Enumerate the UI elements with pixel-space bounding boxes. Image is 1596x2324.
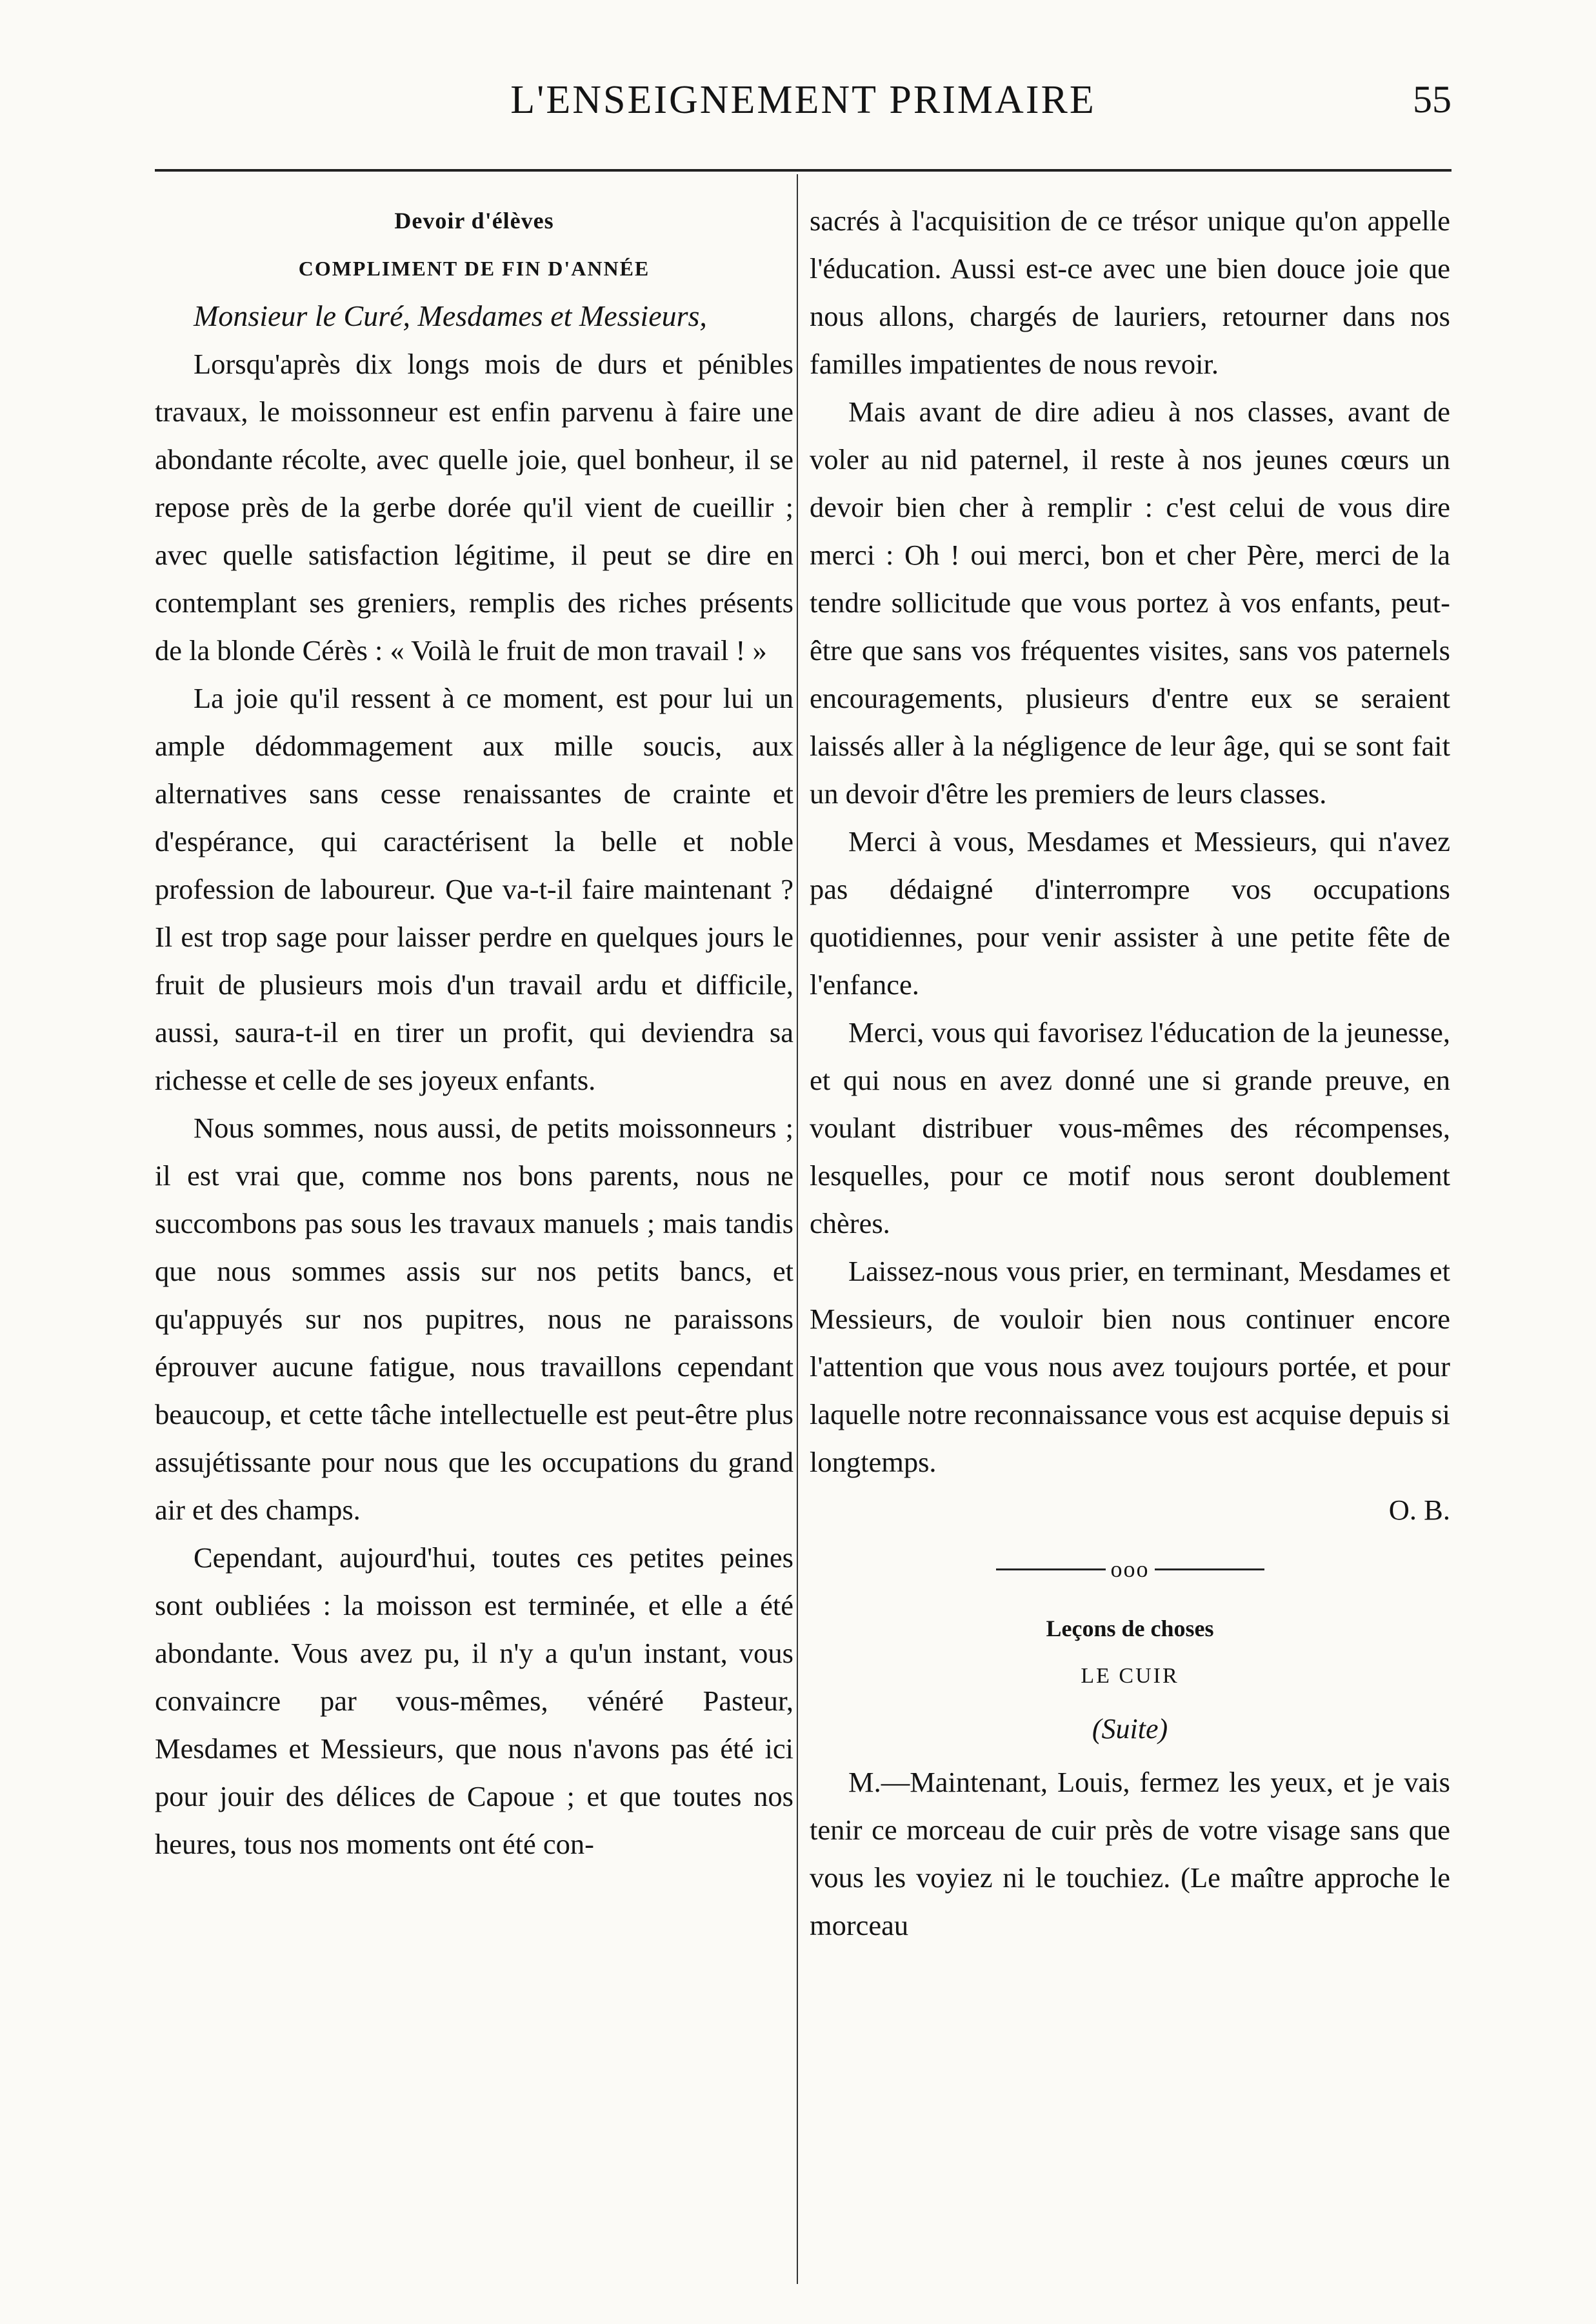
separator-line [996, 1568, 1106, 1570]
signature: O. B. [1388, 1494, 1450, 1526]
paragraph: Nous sommes, nous aussi, de petits moissonneurs ; il est vrai que, comme nos bons parents, nous ne succombons pas sous les travaux manuels ; mais tandis que nous sommes assis sur nos petits bancs, et qu'appuyés sur nos pupitres, nous ne paraissons éprouver aucune fatigue, nous travaillons cependant beaucoup, et cette tâche intellectuelle est peut-être plus assujétissante pour nous que les occupations du grand air et des champs. [155, 1112, 793, 1526]
header-rule [155, 169, 1451, 172]
separator-mark: ooo [1110, 1556, 1150, 1582]
paragraph: Merci, vous qui favorisez l'éducation de la jeunesse, et qui nous en avez donné une si grande preuve, en voulant distribuer vous-mêmes des récompenses, lesquelles, pour ce motif nous seront doublement chères. [810, 1016, 1450, 1239]
lesson-subheading: LE CUIR [1081, 1664, 1179, 1688]
column-divider [797, 174, 798, 2284]
page-number: 55 [1413, 78, 1451, 121]
paragraph: M.—Maintenant, Louis, fermez les yeux, et je vais tenir ce morceau de cuir près de votre visage sans que vous les voyiez ni le touchiez. (Le maître approche le morceau [810, 1766, 1450, 1941]
paragraph: sacrés à l'acquisition de ce trésor unique qu'on appelle l'éducation. Aussi est-ce avec une bien douce joie que nous allons, chargés de lauriers, retourner dans nos familles impatientes de nous revoir. [810, 205, 1450, 380]
page-header [155, 77, 1451, 155]
salutation: Monsieur le Curé, Mesdames et Messieurs, [194, 299, 707, 332]
paragraph: La joie qu'il ressent à ce moment, est pour lui un ample dédommagement aux mille soucis, aux alternatives sans cesse renaissantes de crainte et d'espérance, qui caractérisent la belle et noble profession de laboureur. Que va-t-il faire maintenant ? Il est trop sage pour laisser perdre en quelques jours le fruit de plusieurs mois d'un travail ardu et difficile, aussi, saura-t-il en tirer un profit, qui deviendra sa richesse et celle de ses joyeux enfants. [155, 682, 793, 1096]
left-column [155, 197, 793, 1868]
paragraph: Merci à vous, Mesdames et Messieurs, qui n'avez pas dédaigné d'interrompre vos occupations quotidiennes, pour venir assister à une petite fête de l'enfance. [810, 825, 1450, 1001]
paragraph: Laissez-nous vous prier, en terminant, Mesdames et Messieurs, de vouloir bien nous continuer encore l'attention que vous nous avez toujours portée, et pour laquelle notre reconnaissance vous est acquise depuis si longtemps. [810, 1255, 1450, 1478]
section-subheading: COMPLIMENT DE FIN D'ANNÉE [298, 257, 650, 280]
section-separator [810, 1534, 1450, 1605]
section-heading: Devoir d'élèves [394, 208, 554, 234]
separator-line [1155, 1568, 1264, 1570]
lesson-heading: Leçons de choses [1046, 1616, 1214, 1641]
running-title: L'ENSEIGNEMENT PRIMAIRE [510, 78, 1096, 122]
paragraph: Cependant, aujourd'hui, toutes ces petites peines sont oubliées : la moisson est terminée, et elle a été abondante. Vous avez pu, il n'y a qu'un instant, vous convaincre par vous-mêmes, vénéré Pasteur, Mesdames et Messieurs, que nous n'avons pas été ici pour jouir des délices de Capoue ; et que toutes nos heures, tous nos moments ont été con- [155, 1541, 793, 1860]
paragraph: Mais avant de dire adieu à nos classes, avant de voler au nid paternel, il reste à nos jeunes cœurs un devoir bien cher à remplir : c'est celui de vous dire merci : Oh ! oui merci, bon et cher Père, merci de la tendre sollicitude que vous portez à vos enfants, peut-être que sans vos fréquentes visites, sans vos paternels encouragements, plusieurs d'entre eux se seraient laissés aller à la négligence de leur âge, qui se sont fait un devoir d'être les premiers de leurs classes. [810, 396, 1450, 810]
lesson-note: (Suite) [1092, 1713, 1168, 1745]
right-column [810, 197, 1450, 1949]
paragraph: Lorsqu'après dix longs mois de durs et pénibles travaux, le moissonneur est enfin parvenu à faire une abondante récolte, avec quelle joie, quel bonheur, il se repose près de la gerbe dorée qu'il vient de cueillir ; avec quelle satisfaction légitime, il peut se dire en contemplant ses greniers, remplis des riches présents de la blonde Cérès : « Voilà le fruit de mon travail ! » [155, 348, 793, 666]
